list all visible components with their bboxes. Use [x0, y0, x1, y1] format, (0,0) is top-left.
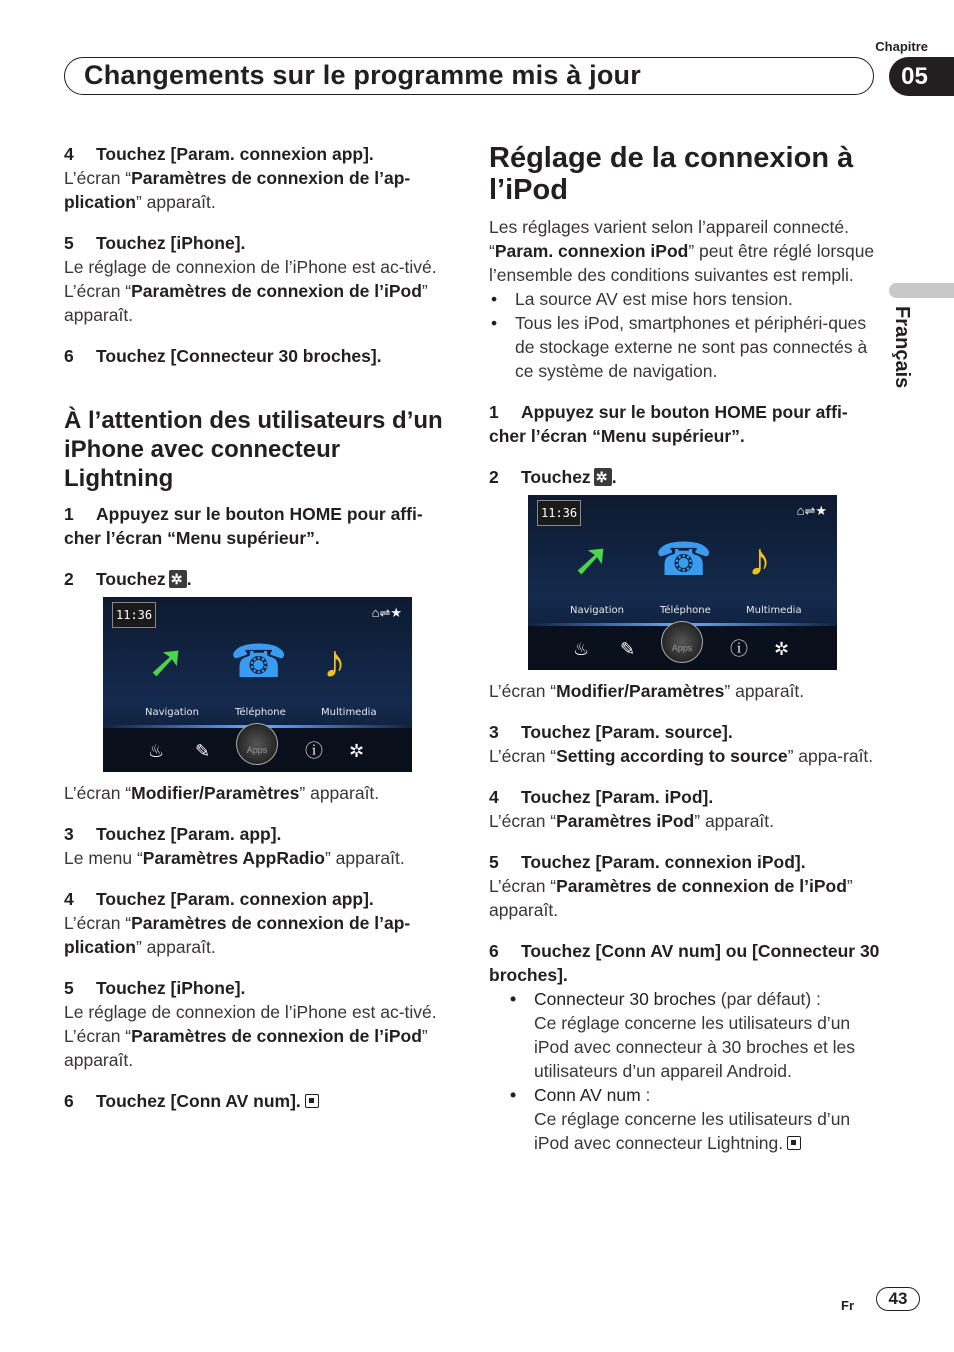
right-column	[489, 142, 881, 1155]
home-status-icon: ⌂⇌★	[796, 503, 827, 518]
footer-lang: Fr	[841, 1298, 854, 1313]
step-text: Le réglage de connexion de l’iPhone est ac-tivé.	[64, 1002, 437, 1022]
trash-icon: ♨	[148, 741, 165, 761]
apps-button: Apps	[661, 621, 703, 663]
phone-label: Téléphone	[660, 605, 711, 616]
option-desc: Ce réglage concerne les utilisateurs d’un iPod avec connecteur à 30 broches et les utilisateurs d’un appareil Android.	[534, 1013, 856, 1081]
step-text: L’écran “Paramètres de connexion de l’iPod” apparaît.	[489, 876, 853, 920]
menu-screenshot	[103, 597, 412, 772]
music-icon: ♪	[323, 635, 346, 687]
clock: 11:36	[112, 602, 156, 628]
section-heading: À l’attention des utilisateurs d’un iPhone avec connecteur Lightning	[64, 407, 443, 492]
step-text: L’écran “Paramètres de connexion de l’ap-plication” apparaît.	[64, 913, 411, 957]
section-heading: Réglage de la connexion à l’iPod	[489, 142, 854, 206]
chapter-badge: 05	[889, 57, 954, 96]
step-title: 5 Touchez [Param. connexion iPod].	[489, 852, 806, 872]
step-text: Le réglage de connexion de l’iPhone est ac-tivé.	[64, 257, 437, 277]
condition-item: • Tous les iPod, smartphones et périphéri-ques de stockage externe ne sont pas connectés à ce système de navigation.	[489, 311, 881, 383]
menu-screenshot	[528, 495, 837, 670]
page-number: 43	[876, 1287, 920, 1311]
step-text: L’écran “Paramètres de connexion de l’iPod” apparaît.	[64, 281, 428, 325]
step-title: 4 Touchez [Param. connexion app].	[64, 889, 374, 909]
step-title: 6 Touchez [Conn AV num].	[64, 1089, 456, 1113]
apps-button: Apps	[236, 723, 278, 765]
option-item: • Connecteur 30 broches (par défaut) :	[489, 987, 881, 1011]
multimedia-label: Multimedia	[321, 707, 377, 718]
navigation-label: Navigation	[145, 707, 199, 718]
phone-label: Téléphone	[235, 707, 286, 718]
edit-icon: ✎	[620, 639, 636, 659]
step-title: 5 Touchez [iPhone].	[64, 233, 246, 253]
step-title: 6 Touchez [Connecteur 30 broches].	[64, 346, 382, 366]
step-title: 5 Touchez [iPhone].	[64, 978, 246, 998]
multimedia-label: Multimedia	[746, 605, 802, 616]
screen-caption: L’écran “Modifier/Paramètres” apparaît.	[64, 783, 380, 803]
edit-icon: ✎	[195, 741, 211, 761]
navigation-label: Navigation	[570, 605, 624, 616]
clock: 11:36	[537, 500, 581, 526]
gear-icon: ✲	[774, 639, 790, 659]
step-title: 6 Touchez [Conn AV num] ou [Connecteur 30 broches].	[489, 941, 880, 985]
step-title: 4 Touchez [Param. connexion app].	[64, 144, 374, 164]
step-text: L’écran “Setting according to source” appa-raît.	[489, 746, 874, 766]
info-icon: ⓘ	[305, 741, 323, 761]
screen-caption: L’écran “Modifier/Paramètres” apparaît.	[489, 681, 805, 701]
step-text: L’écran “Paramètres iPod” apparaît.	[489, 811, 775, 831]
page-title: Changements sur le programme mis à jour	[84, 60, 641, 90]
navigation-icon: ➚	[147, 635, 186, 687]
side-tab-bar	[889, 283, 954, 298]
gear-icon: ✲	[349, 741, 365, 761]
step-title: 1 Appuyez sur le bouton HOME pour affi-cher l’écran “Menu supérieur”.	[489, 402, 848, 446]
step-title: 3 Touchez [Param. source].	[489, 722, 733, 742]
info-icon: ⓘ	[730, 639, 748, 659]
home-status-icon: ⌂⇌★	[371, 605, 402, 620]
intro-text: Les réglages varient selon l’appareil connecté.	[489, 217, 849, 237]
step-title: 1 Appuyez sur le bouton HOME pour affi-cher l’écran “Menu supérieur”.	[64, 504, 423, 548]
navigation-icon: ➚	[572, 533, 611, 585]
intro-text: “Param. connexion iPod” peut être réglé lorsque l’ensemble des conditions suivantes est rempli.	[489, 241, 875, 285]
trash-icon: ♨	[573, 639, 590, 659]
chapitre-label: Chapitre	[875, 39, 928, 54]
step-title: 4 Touchez [Param. iPod].	[489, 787, 714, 807]
phone-icon: ☎	[230, 635, 288, 687]
end-mark-icon	[305, 1094, 319, 1108]
option-desc: Ce réglage concerne les utilisateurs d’un iPod avec connecteur Lightning.	[534, 1109, 851, 1153]
step-text: Le menu “Paramètres AppRadio” apparaît.	[64, 848, 405, 868]
condition-item: • La source AV est mise hors tension.	[489, 287, 881, 311]
phone-icon: ☎	[655, 533, 713, 585]
side-language-label: Français	[891, 306, 913, 389]
step-title: 2 Touchez✲ .	[64, 567, 456, 591]
step-text: L’écran “Paramètres de connexion de l’iPod” apparaît.	[64, 1026, 428, 1070]
step-text: L’écran “Paramètres de connexion de l’ap-plication” apparaît.	[64, 168, 411, 212]
step-title: 2 Touchez✲ .	[489, 465, 881, 489]
left-column	[64, 142, 456, 1113]
settings-gear-icon	[594, 468, 612, 486]
settings-gear-icon	[169, 570, 187, 588]
option-item: • Conn AV num :	[489, 1083, 881, 1107]
music-icon: ♪	[748, 533, 771, 585]
step-title: 3 Touchez [Param. app].	[64, 824, 282, 844]
end-mark-icon	[787, 1136, 801, 1150]
